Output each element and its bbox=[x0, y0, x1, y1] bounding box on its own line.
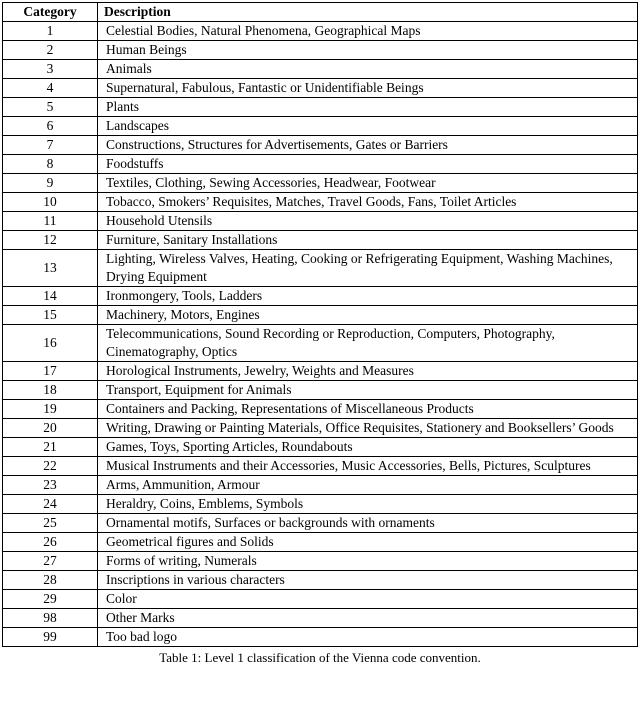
description-cell: Constructions, Structures for Advertisements, Gates or Barriers bbox=[98, 136, 638, 155]
description-cell: Horological Instruments, Jewelry, Weights and Measures bbox=[98, 362, 638, 381]
table-row bbox=[3, 60, 638, 79]
table-row bbox=[3, 306, 638, 325]
table-row bbox=[3, 381, 638, 400]
category-cell: 6 bbox=[3, 117, 98, 136]
table-row bbox=[3, 155, 638, 174]
category-cell: 15 bbox=[3, 306, 98, 325]
category-cell: 10 bbox=[3, 193, 98, 212]
table-row bbox=[3, 174, 638, 193]
category-cell: 13 bbox=[3, 250, 98, 287]
description-cell: Other Marks bbox=[98, 609, 638, 628]
table-row bbox=[3, 419, 638, 438]
description-cell: Games, Toys, Sporting Articles, Roundabouts bbox=[98, 438, 638, 457]
category-cell: 20 bbox=[3, 419, 98, 438]
table-row bbox=[3, 590, 638, 609]
category-cell: 5 bbox=[3, 98, 98, 117]
table-row bbox=[3, 325, 638, 362]
table-row bbox=[3, 231, 638, 250]
category-cell: 29 bbox=[3, 590, 98, 609]
table-row bbox=[3, 41, 638, 60]
table-row bbox=[3, 117, 638, 136]
table-row bbox=[3, 212, 638, 231]
category-cell: 23 bbox=[3, 476, 98, 495]
category-cell: 14 bbox=[3, 287, 98, 306]
category-cell: 12 bbox=[3, 231, 98, 250]
category-cell: 21 bbox=[3, 438, 98, 457]
vienna-classification-table bbox=[2, 2, 638, 647]
description-cell: Tobacco, Smokers’ Requisites, Matches, Travel Goods, Fans, Toilet Articles bbox=[98, 193, 638, 212]
table-row bbox=[3, 22, 638, 41]
table-row bbox=[3, 552, 638, 571]
category-cell: 99 bbox=[3, 628, 98, 647]
description-cell: Containers and Packing, Representations of Miscellaneous Products bbox=[98, 400, 638, 419]
category-cell: 17 bbox=[3, 362, 98, 381]
description-cell: Human Beings bbox=[98, 41, 638, 60]
table-row bbox=[3, 250, 638, 287]
category-cell: 8 bbox=[3, 155, 98, 174]
description-cell: Too bad logo bbox=[98, 628, 638, 647]
table-row bbox=[3, 193, 638, 212]
category-cell: 22 bbox=[3, 457, 98, 476]
table-row bbox=[3, 609, 638, 628]
table-row bbox=[3, 495, 638, 514]
table-caption: Table 1: Level 1 classification of the Vienna code convention. bbox=[159, 650, 481, 665]
description-cell: Ironmongery, Tools, Ladders bbox=[98, 287, 638, 306]
category-cell: 98 bbox=[3, 609, 98, 628]
category-cell: 26 bbox=[3, 533, 98, 552]
description-cell: Heraldry, Coins, Emblems, Symbols bbox=[98, 495, 638, 514]
table-row bbox=[3, 514, 638, 533]
table-row bbox=[3, 287, 638, 306]
category-cell: 3 bbox=[3, 60, 98, 79]
description-cell: Machinery, Motors, Engines bbox=[98, 306, 638, 325]
category-cell: 18 bbox=[3, 381, 98, 400]
description-cell: Plants bbox=[98, 98, 638, 117]
description-cell: Animals bbox=[98, 60, 638, 79]
table-row bbox=[3, 362, 638, 381]
description-cell: Textiles, Clothing, Sewing Accessories, Headwear, Footwear bbox=[98, 174, 638, 193]
table-row bbox=[3, 457, 638, 476]
description-cell: Inscriptions in various characters bbox=[98, 571, 638, 590]
description-cell: Foodstuffs bbox=[98, 155, 638, 174]
description-cell: Ornamental motifs, Surfaces or backgrounds with ornaments bbox=[98, 514, 638, 533]
description-cell: Supernatural, Fabulous, Fantastic or Unidentifiable Beings bbox=[98, 79, 638, 98]
category-cell: 2 bbox=[3, 41, 98, 60]
category-cell: 24 bbox=[3, 495, 98, 514]
table-row bbox=[3, 628, 638, 647]
category-cell: 7 bbox=[3, 136, 98, 155]
category-cell: 19 bbox=[3, 400, 98, 419]
table-header-row bbox=[3, 3, 638, 22]
description-cell: Telecommunications, Sound Recording or Reproduction, Computers, Photography, Cinematography, Optics bbox=[98, 325, 638, 362]
column-header-category: Category bbox=[3, 3, 98, 22]
description-cell: Celestial Bodies, Natural Phenomena, Geographical Maps bbox=[98, 22, 638, 41]
description-cell: Musical Instruments and their Accessories, Music Accessories, Bells, Pictures, Sculptures bbox=[98, 457, 638, 476]
table-row bbox=[3, 476, 638, 495]
table-row bbox=[3, 438, 638, 457]
description-cell: Geometrical figures and Solids bbox=[98, 533, 638, 552]
description-cell: Lighting, Wireless Valves, Heating, Cooking or Refrigerating Equipment, Washing Machines, Drying Equipment bbox=[98, 250, 638, 287]
category-cell: 27 bbox=[3, 552, 98, 571]
category-cell: 9 bbox=[3, 174, 98, 193]
description-cell: Arms, Ammunition, Armour bbox=[98, 476, 638, 495]
table-row bbox=[3, 98, 638, 117]
description-cell: Household Utensils bbox=[98, 212, 638, 231]
description-cell: Transport, Equipment for Animals bbox=[98, 381, 638, 400]
description-cell: Forms of writing, Numerals bbox=[98, 552, 638, 571]
table-body bbox=[3, 22, 638, 647]
table-row bbox=[3, 400, 638, 419]
column-header-description: Description bbox=[98, 3, 638, 22]
table-row bbox=[3, 79, 638, 98]
table-row bbox=[3, 136, 638, 155]
table-row bbox=[3, 571, 638, 590]
table-row bbox=[3, 533, 638, 552]
category-cell: 1 bbox=[3, 22, 98, 41]
category-cell: 11 bbox=[3, 212, 98, 231]
description-cell: Landscapes bbox=[98, 117, 638, 136]
description-cell: Writing, Drawing or Painting Materials, Office Requisites, Stationery and Booksellers’ Goods bbox=[98, 419, 638, 438]
description-cell: Furniture, Sanitary Installations bbox=[98, 231, 638, 250]
category-cell: 16 bbox=[3, 325, 98, 362]
category-cell: 25 bbox=[3, 514, 98, 533]
category-cell: 28 bbox=[3, 571, 98, 590]
category-cell: 4 bbox=[3, 79, 98, 98]
description-cell: Color bbox=[98, 590, 638, 609]
